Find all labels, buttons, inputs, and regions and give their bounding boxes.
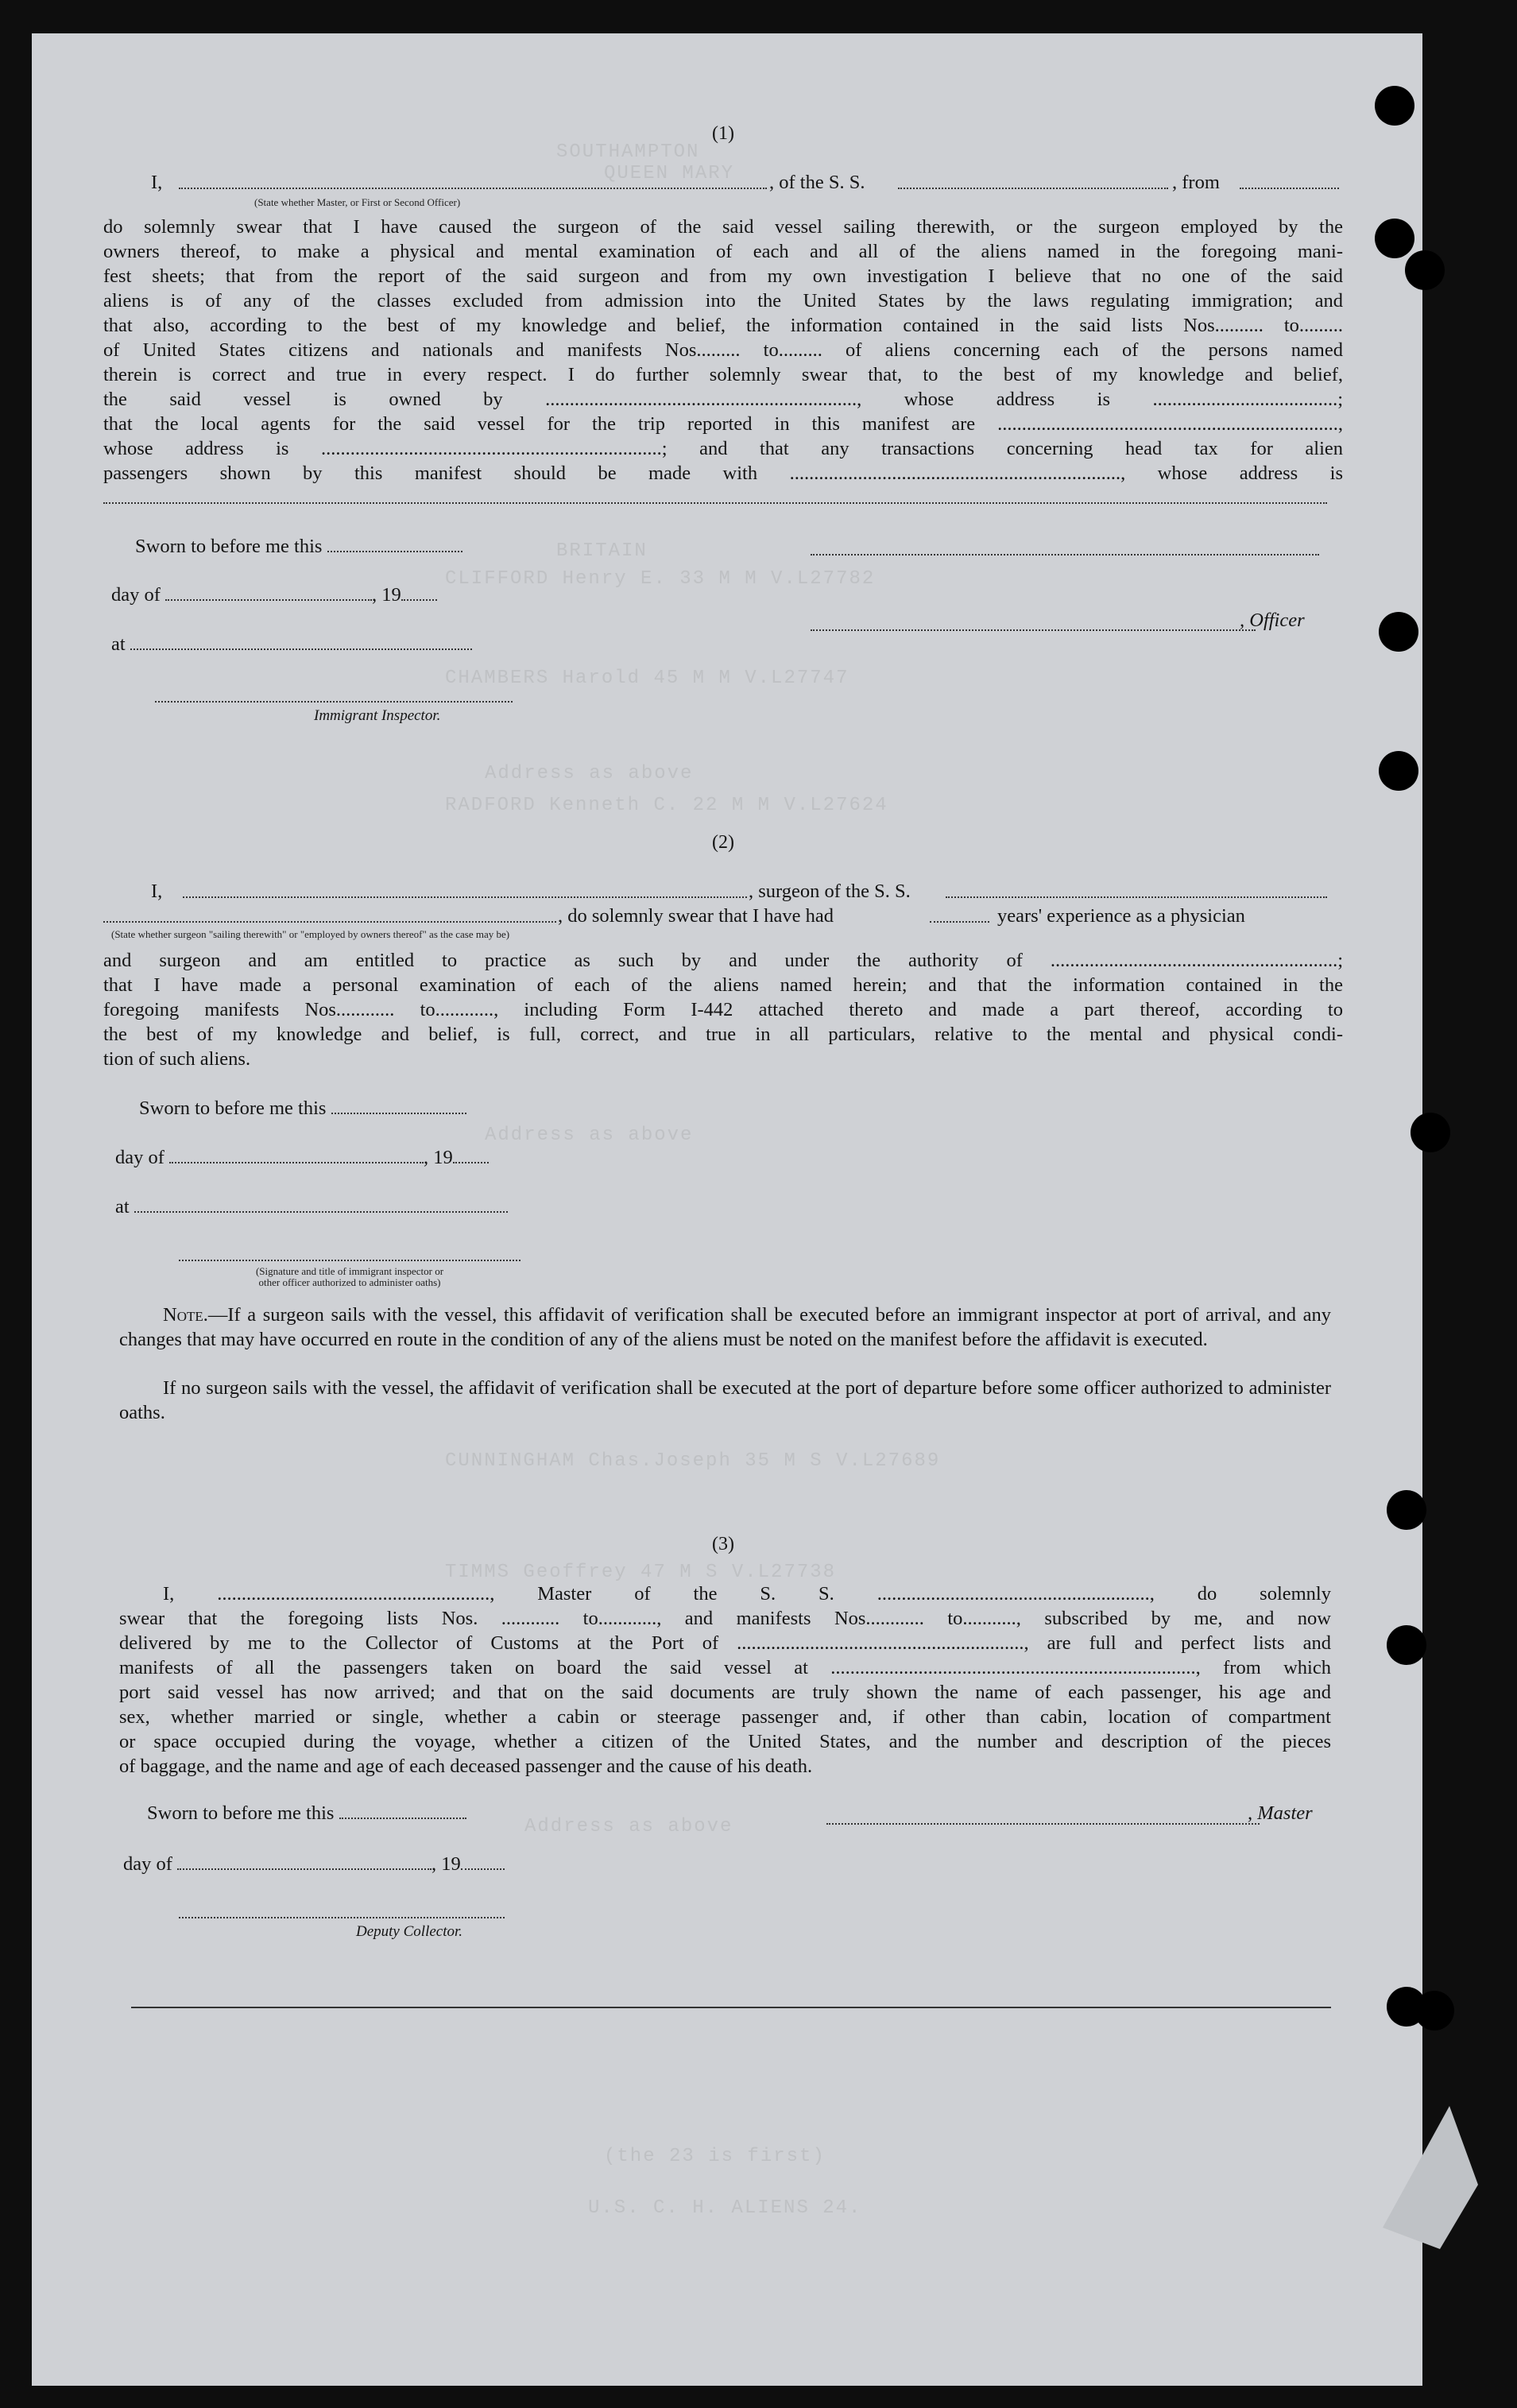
- bleed-through-text: TIMMS Geoffrey 47 M S V.L27738: [445, 1562, 837, 1583]
- at-label: at: [111, 633, 126, 655]
- sworn-line-2: [139, 1096, 616, 1121]
- sworn-label: Sworn to before me this: [139, 1098, 327, 1119]
- body-line: sex, whether married or single, whether a cabin or steerage passenger and, if other than cabin, location of compartment: [119, 1706, 1331, 1728]
- body-line: manifests of all the passengers taken on board the said vessel at ..........................................................................., from which: [119, 1657, 1331, 1678]
- signature-note-line: other officer authorized to administer oaths): [258, 1276, 441, 1288]
- section-1-heading: (1): [712, 123, 734, 144]
- bleed-through-text: CUNNINGHAM Chas.Joseph 35 M S V.L27689: [445, 1450, 941, 1472]
- body-line: or space occupied during the voyage, whether a citizen of the United States, and the number and description of the pieces: [119, 1731, 1331, 1752]
- officer-name-field[interactable]: [179, 175, 767, 189]
- at-line-1: [111, 632, 588, 656]
- bleed-through-text: Address as above: [485, 1125, 694, 1146]
- section-1-body: [103, 215, 1343, 486]
- pronoun-i: I,: [151, 172, 163, 193]
- punch-hole: [1379, 751, 1418, 791]
- pronoun-i: I,: [151, 881, 163, 902]
- bleed-through-text: QUEEN MARY: [604, 163, 735, 184]
- officer-title: , Officer: [1240, 610, 1305, 631]
- punch-hole: [1375, 219, 1414, 258]
- inspector-signature-line[interactable]: [155, 699, 513, 703]
- body-line: aliens is of any of the classes excluded from admission into the United States by the laws regulating immigration; and: [103, 290, 1343, 312]
- punch-hole: [1387, 1490, 1426, 1530]
- bleed-through-text: (the 23 is first): [604, 2146, 826, 2167]
- note-body: If no surgeon sails with the vessel, the affidavit of verification shall be executed at the port of departure before some officer authorized to administer oaths.: [119, 1377, 1331, 1423]
- body-line: tion of such aliens.: [103, 1048, 251, 1070]
- day-field[interactable]: [165, 587, 372, 601]
- officer-signature-line[interactable]: [811, 628, 1256, 631]
- signature-note: [183, 1266, 517, 1288]
- bleed-through-text: Address as above: [485, 763, 694, 784]
- bleed-through-text: CHAMBERS Harold 45 M M V.L27747: [445, 668, 849, 689]
- punch-hole: [1379, 612, 1418, 652]
- bleed-through-text: Address as above: [524, 1816, 733, 1837]
- sworn-label: Sworn to before me this: [135, 536, 323, 557]
- inspector-title: Immigrant Inspector.: [314, 707, 441, 724]
- surgeon-vessel-label: , surgeon of the S. S.: [749, 881, 911, 902]
- punch-hole: [1414, 1991, 1454, 2031]
- from-port-field[interactable]: [1240, 175, 1339, 189]
- day-line-3: [123, 1852, 600, 1876]
- sworn-date-field[interactable]: [331, 1100, 466, 1114]
- year-label: , 19: [431, 1853, 461, 1875]
- body-line: that also, according to the best of my knowledge and belief, the information contained in the said lists Nos.......... to.........: [103, 315, 1343, 336]
- bleed-through-text: CLIFFORD Henry E. 33 M M V.L27782: [445, 568, 876, 590]
- punch-hole: [1411, 1113, 1450, 1152]
- sworn-line-3: [147, 1801, 624, 1825]
- at-field[interactable]: [130, 636, 472, 650]
- year-field[interactable]: [453, 1149, 489, 1163]
- from-label: , from: [1172, 172, 1220, 193]
- collector-title: Deputy Collector.: [356, 1923, 463, 1940]
- day-line-2: [115, 1145, 592, 1170]
- at-field[interactable]: [134, 1198, 508, 1213]
- day-field[interactable]: [177, 1856, 431, 1870]
- body-line: passengers shown by this manifest should be made with ...................................................................., whose address is: [103, 463, 1343, 484]
- section-3-body: [119, 1581, 1331, 1779]
- body-line: whose address is ......................................................................; and that any transactions concerning head tax for alien: [103, 438, 1343, 459]
- body-line: of baggage, and the name and age of each deceased passenger and the cause of his death.: [119, 1756, 813, 1777]
- day-field[interactable]: [169, 1149, 424, 1163]
- sworn-line-1: [135, 534, 612, 559]
- body-line: that I have made a personal examination of each of the aliens named herein; and that the information contained in the: [103, 974, 1343, 996]
- officer-signature-line-top[interactable]: [811, 552, 1319, 556]
- section-2-body: [103, 948, 1343, 1071]
- bleed-through-text: SOUTHAMPTON: [556, 141, 700, 163]
- body-line: delivered by me to the Collector of Customs at the Port of ..........................................................., are full and perfect lists and: [119, 1632, 1331, 1654]
- no-surgeon-paragraph: [119, 1376, 1331, 1425]
- bottom-rule: [131, 2007, 1331, 2008]
- punch-hole: [1375, 86, 1414, 126]
- section-3-heading: (3): [712, 1534, 734, 1554]
- body-line: of United States citizens and nationals and manifests Nos......... to......... of aliens concerning each of the persons named: [103, 339, 1343, 361]
- at-line-2: [115, 1194, 592, 1219]
- address-continuation-line[interactable]: [103, 501, 1327, 504]
- body-line: owners thereof, to make a physical and mental examination of each and all of the aliens named in the foregoing mani-: [103, 241, 1343, 262]
- body-line: fest sheets; that from the report of the said surgeon and from my own investigation I believe that no one of the said: [103, 265, 1343, 287]
- body-line: port said vessel has now arrived; and that on the said documents are truly shown the name of each passenger, his age and: [119, 1682, 1331, 1703]
- sworn-date-field[interactable]: [339, 1805, 466, 1819]
- collector-signature-line[interactable]: [179, 1915, 505, 1918]
- note-title: Note.: [163, 1304, 208, 1326]
- master-signature-line[interactable]: [826, 1821, 1260, 1825]
- day-line-1: [111, 583, 588, 607]
- body-line: that the local agents for the said vessel for the trip reported in this manifest are ......................................................................,: [103, 413, 1343, 435]
- body-line: foregoing manifests Nos............ to............, including Form I-442 attached thereto and made a part thereof, according to: [103, 999, 1343, 1020]
- at-label: at: [115, 1196, 130, 1218]
- section-2-heading: (2): [712, 832, 734, 853]
- bleed-through-text: RADFORD Kenneth C. 22 M M V.L27624: [445, 795, 888, 816]
- surgeon-status-field[interactable]: [103, 908, 556, 923]
- year-field[interactable]: [461, 1856, 505, 1870]
- punch-hole: [1387, 1625, 1426, 1665]
- surgeon-note: (State whether surgeon "sailing therewith" or "employed by owners thereof" as the case may be): [111, 928, 510, 940]
- body-line: the said vessel is owned by ................................................................, whose address is ......................................;: [103, 389, 1343, 410]
- surgeon-vessel-field[interactable]: [946, 884, 1327, 898]
- surgeon-note-paragraph: [119, 1303, 1331, 1352]
- vessel-name-field[interactable]: [898, 175, 1168, 189]
- punch-hole: [1405, 250, 1445, 290]
- year-label: , 19: [424, 1147, 453, 1168]
- sworn-date-field[interactable]: [327, 538, 462, 552]
- bleed-through-text: BRITAIN: [556, 540, 648, 562]
- officer-note: (State whether Master, or First or Second Officer): [254, 196, 461, 208]
- day-of-label: day of: [115, 1147, 164, 1168]
- day-of-label: day of: [111, 584, 161, 606]
- body-line: therein is correct and true in every respect. I do further solemnly swear that, to the best of my knowledge and belief,: [103, 364, 1343, 385]
- body-line: swear that the foregoing lists Nos. ............ to............, and manifests Nos............ to..........., subscribed by me, and now: [119, 1608, 1331, 1629]
- day-of-label: day of: [123, 1853, 172, 1875]
- solemnly-swear-label: , do solemnly swear that I have had: [558, 905, 834, 927]
- body-line: I, ........................................................, Master of the S. S. ........................................................, do solemnly: [163, 1583, 1331, 1605]
- note-body: —If a surgeon sails with the vessel, this affidavit of verification shall be executed before an immigrant inspector at port of arrival, and any changes that may have occurred en route in the condition of any of the aliens must be noted on the manifest before the affidavit is executed.: [119, 1304, 1331, 1350]
- body-line: the best of my knowledge and belief, is full, correct, and true in all particulars, relative to the mental and physical condi-: [103, 1024, 1343, 1045]
- body-line: and surgeon and am entitled to practice as such by and under the authority of ...........................................................;: [103, 950, 1343, 971]
- years-experience-label: years' experience as a physician: [997, 905, 1245, 927]
- body-line: do solemnly swear that I have caused the surgeon of the said vessel sailing therewith, or the surgeon employed by the: [103, 216, 1343, 238]
- inspector-signature-line[interactable]: [179, 1258, 521, 1261]
- sworn-label: Sworn to before me this: [147, 1802, 335, 1824]
- year-label: , 19: [372, 584, 401, 606]
- vessel-label: , of the S. S.: [769, 172, 865, 193]
- signature-note-line: (Signature and title of immigrant inspector or: [255, 1265, 444, 1277]
- year-field[interactable]: [401, 587, 437, 601]
- surgeon-name-field[interactable]: [183, 884, 747, 898]
- years-field[interactable]: [930, 908, 989, 923]
- master-title: , Master: [1248, 1802, 1313, 1824]
- bleed-through-text: U.S. C. H. ALIENS 24.: [588, 2197, 862, 2219]
